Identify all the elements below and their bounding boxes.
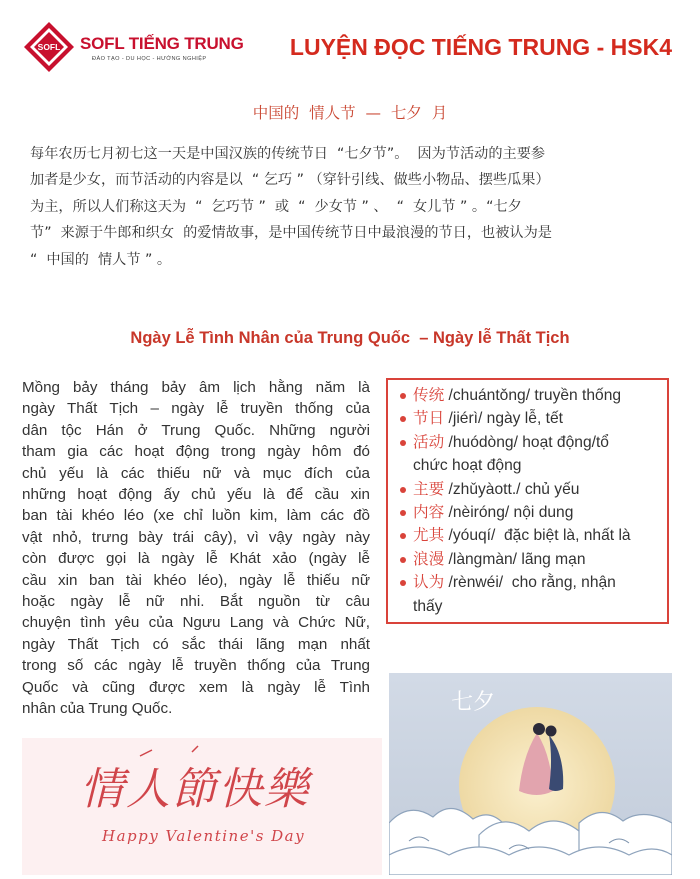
vietnamese-line: ban tài khéo léo (xe chỉ luồn kim, làm các đồ — [22, 507, 370, 525]
page-header-title: LUYỆN ĐỌC TIẾNG TRUNG - HSK4 — [289, 34, 672, 60]
vocab-definition: /yóuqí/ đặc biệt là, nhất là — [444, 527, 631, 545]
vocab-definition: /chuántǒng/ truyền thống — [444, 387, 622, 404]
calligraphy-text: 情人節快樂 — [80, 764, 310, 815]
vietnamese-line: nhân của Trung Quốc. — [22, 700, 173, 718]
bullet-icon — [400, 416, 406, 422]
vietnamese-line: Quốc và cũng được xem là ngày lễ Tình — [22, 678, 370, 696]
chinese-line: 每年农历七月初七这一天是中国汉族的传统节日 “七夕节”。 因为节活动的主要参 — [30, 146, 546, 162]
bullet-icon — [400, 533, 406, 539]
bullet-icon — [400, 557, 406, 563]
vocab-definition: /zhǔyàott./ chủ yếu — [444, 480, 580, 498]
bullet-icon — [400, 393, 406, 399]
bullet-icon — [400, 440, 406, 446]
vietnamese-line: hoặc ngày lễ nữ nhi. Bắt nguồn từ câu — [22, 593, 370, 611]
bullet-icon — [400, 580, 406, 586]
vocab-item — [398, 431, 667, 478]
vietnamese-line: vật nhỏ, trưng bày trái cây), vì vậy ngày này — [22, 528, 370, 546]
vocab-item — [398, 478, 667, 501]
qixi-title: 七夕 — [451, 690, 496, 715]
vietnamese-title: Ngày Lễ Tình Nhân của Trung Quốc – Ngày lễ Thất Tịch — [130, 329, 570, 347]
chinese-line: “ 中国的 情人节 ” 。 — [30, 251, 172, 268]
brand-logo — [22, 20, 244, 80]
vietnamese-line: trong số các ngày lễ truyền thống của Trung — [22, 657, 370, 675]
vocab-definition-continued: thấy — [413, 597, 443, 615]
vocab-item — [398, 407, 667, 430]
qixi-illustration-image — [389, 673, 672, 875]
vocab-definition: /rènwéi/ cho rằng, nhận — [444, 574, 616, 592]
vocabulary-list — [388, 380, 667, 618]
vietnamese-line: còn được gọi là ngày lễ Khát xảo (ngày lễ — [22, 550, 370, 568]
vocab-hanzi: 尤其 — [413, 527, 445, 545]
brand-name: SOFL TIẾNG TRUNG — [80, 34, 244, 53]
vocab-hanzi: 活动 — [413, 433, 445, 451]
vocab-definition: /huódòng/ hoạt động/tổ — [444, 433, 609, 451]
vietnamese-line: cầu xin ban tài khéo léo), ngày lễ thiếu nữ — [22, 571, 370, 589]
vocab-hanzi: 传统 — [413, 387, 445, 404]
qixi-illustration — [389, 673, 672, 875]
vocab-item — [398, 501, 667, 524]
vocab-definition: /jiérì/ ngày lễ, tết — [444, 410, 563, 428]
vietnamese-line: ngày Thất Tịch có sắc thái lãng mạn nhất — [22, 635, 370, 653]
vietnamese-paragraph — [22, 377, 370, 720]
chinese-title: 中国的 情人节 — 七夕 月 — [252, 104, 448, 122]
valentine-calligraphy-image — [22, 738, 382, 875]
vocab-item — [398, 571, 667, 618]
vocab-hanzi: 节日 — [413, 410, 445, 428]
vocab-definition: /nèiróng/ nội dung — [444, 504, 574, 522]
vietnamese-line: chuyện tình yêu của Ngưu Lang và Chức Nữ, — [22, 614, 370, 632]
vocab-hanzi: 认为 — [413, 574, 445, 592]
vocab-hanzi: 内容 — [413, 504, 445, 522]
vocab-definition-continued: chức hoạt động — [413, 457, 522, 475]
logo-emblem-text: SOFL — [37, 42, 61, 52]
chinese-line: 节” 来源于牛郎和织女 的爱情故事，是中国传统节日中最浪漫的节日，也被认为是 — [30, 225, 552, 242]
vocabulary-box — [386, 378, 669, 624]
vietnamese-line: chủ yếu là các thiếu nữ và mục đích của — [22, 464, 370, 482]
vietnamese-line: những hoạt động ấy chủ yếu là để cầu xin — [22, 486, 370, 504]
bullet-icon — [400, 510, 406, 516]
vietnamese-line: dân tộc Hán ở Trung Quốc. Những người — [22, 421, 370, 439]
chinese-line: 加者是少女，而节活动的内容是以 “ 乞巧 ” （穿针引线、做些小物品、摆些瓜果） — [30, 172, 550, 189]
logo-emblem-icon — [22, 20, 76, 74]
vietnamese-line: Mồng bảy tháng bảy âm lịch hằng năm là — [22, 379, 370, 396]
brand-tagline: ĐÀO TẠO - DU HỌC - HƯỚNG NGHIỆP — [92, 56, 207, 62]
vocab-item — [398, 384, 667, 407]
vietnamese-line: ngày Thất Tịch – ngày lễ truyền thống của — [22, 400, 370, 418]
bullet-icon — [400, 487, 406, 493]
calligraphy-caption: Happy Valentine's Day — [102, 827, 306, 845]
chinese-paragraph — [30, 141, 670, 273]
vocab-item — [398, 524, 667, 547]
vocab-definition: /làngmàn/ lãng mạn — [444, 550, 586, 568]
vocab-hanzi: 主要 — [413, 480, 445, 498]
chinese-line: 为主，所以人们称这天为 “ 乞巧节 ” 或 “ 少女节 ” 、 “ 女儿节 ” 。“七夕 — [30, 198, 522, 215]
vocab-hanzi: 浪漫 — [413, 550, 445, 568]
vocab-item — [398, 548, 667, 571]
calligraphy-illustration — [22, 738, 382, 875]
vietnamese-line: tham gia các hoạt động trong ngày hôm đó — [22, 443, 370, 461]
